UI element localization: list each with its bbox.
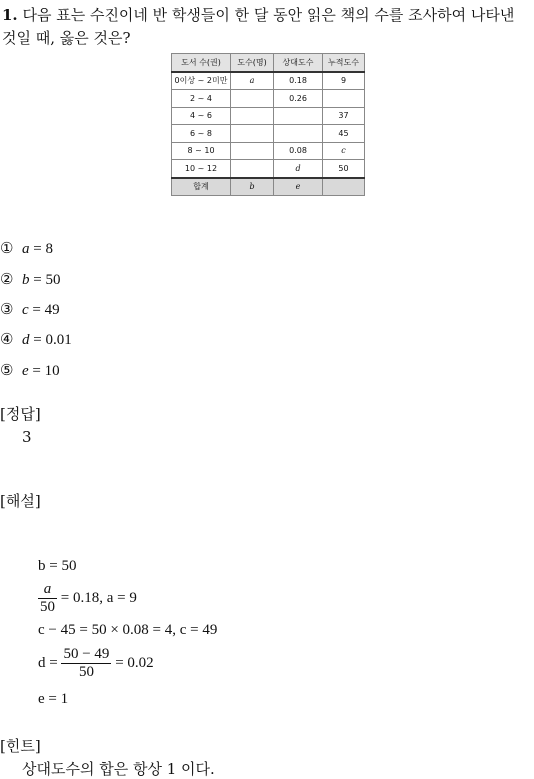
table-cell: 0.26 (274, 90, 323, 108)
table-cell: 2 ~ 4 (172, 90, 231, 108)
solution-label: [해설] (0, 492, 41, 510)
table-cell: 8 ~ 10 (172, 142, 231, 160)
table-cell (231, 107, 274, 125)
equation-text: = 0.02 (115, 654, 154, 671)
table-cell: a (231, 72, 274, 90)
choice-1[interactable]: ① a = 8 (0, 241, 53, 257)
frequency-table (171, 53, 365, 196)
choice-variable: c (22, 302, 29, 318)
hint-label: [힌트] (0, 737, 41, 755)
fraction (38, 581, 57, 616)
choice-4[interactable]: ④ d = 0.01 (0, 332, 72, 348)
question (2, 4, 532, 50)
table-row (172, 72, 365, 90)
solution-line-1 (38, 558, 76, 575)
choice-mark: ② (0, 272, 14, 288)
solution-line-3 (38, 622, 217, 639)
choice-value: 0.01 (45, 332, 72, 348)
answer-value: 3 (22, 428, 32, 446)
table-header: 도수(명) (231, 54, 274, 72)
equation-text: e = 1 (38, 691, 69, 707)
table-cell: c (323, 142, 365, 160)
choice-value: 8 (45, 241, 53, 257)
fraction-numerator: 50 − 49 (63, 646, 110, 662)
table-cell (274, 107, 323, 125)
table-cell: 0이상 ~ 2미만 (172, 72, 231, 90)
question-number: 1. (2, 6, 18, 24)
choice-variable: e (22, 363, 29, 379)
table-cell: 0.08 (274, 142, 323, 160)
table-total-row (172, 178, 365, 196)
table-cell (323, 178, 365, 196)
table-header-row (172, 54, 365, 72)
choice-value: 50 (45, 272, 61, 288)
fraction-numerator: a (43, 581, 52, 597)
equation-text: = 0.18, a = 9 (60, 589, 137, 606)
choice-mark: ⑤ (0, 363, 14, 379)
table-row (172, 107, 365, 125)
choice-mark: ④ (0, 332, 14, 348)
table-cell: 37 (323, 107, 365, 125)
table-cell (231, 160, 274, 178)
solution-line-5 (38, 691, 68, 708)
solution-line-4 (38, 646, 154, 681)
equation-text: d = (38, 654, 58, 671)
equation-text: b = 50 (38, 558, 77, 574)
equation-text: c − 45 = 50 × 0.08 = 4, c = 49 (38, 622, 218, 638)
answer-label: [정답] (0, 405, 41, 423)
table-cell: 45 (323, 125, 365, 143)
table-cell: e (274, 178, 323, 196)
choice-value: 49 (44, 302, 60, 318)
choice-mark: ① (0, 241, 14, 257)
choice-5[interactable]: ⑤ e = 10 (0, 363, 60, 379)
table-row (172, 90, 365, 108)
table-cell: 10 ~ 12 (172, 160, 231, 178)
choice-2[interactable]: ② b = 50 (0, 272, 61, 288)
table-cell: 4 ~ 6 (172, 107, 231, 125)
table-row (172, 142, 365, 160)
table-cell (231, 142, 274, 160)
choice-variable: b (22, 272, 30, 288)
choice-variable: a (22, 241, 30, 257)
table-cell: 6 ~ 8 (172, 125, 231, 143)
choice-mark: ③ (0, 302, 14, 318)
choice-3[interactable]: ③ c = 49 (0, 302, 60, 318)
question-text: 다음 표는 수진이네 반 학생들이 한 달 동안 읽은 책의 수를 조사하여 나타낸 것일 때, 옳은 것은? (2, 6, 515, 47)
table-cell (323, 90, 365, 108)
table-row (172, 160, 365, 178)
table-cell (231, 90, 274, 108)
table-cell: 50 (323, 160, 365, 178)
table-header: 도서 수(권) (172, 54, 231, 72)
table-header: 누적도수 (323, 54, 365, 72)
table-cell (274, 125, 323, 143)
fraction-denominator: 50 (40, 599, 55, 615)
table-cell: 0.18 (274, 72, 323, 90)
table-cell: 합계 (172, 178, 231, 196)
fraction (61, 646, 111, 681)
fraction-denominator: 50 (78, 664, 94, 680)
solution-line-2 (38, 581, 137, 616)
table-row (172, 125, 365, 143)
table-cell: b (231, 178, 274, 196)
hint-text: 상대도수의 합은 항상 1 이다. (22, 760, 215, 778)
table-cell: 9 (323, 72, 365, 90)
choice-value: 10 (44, 363, 60, 379)
choice-variable: d (22, 332, 30, 348)
table-header: 상대도수 (274, 54, 323, 72)
table-cell (231, 125, 274, 143)
table-cell: d (274, 160, 323, 178)
